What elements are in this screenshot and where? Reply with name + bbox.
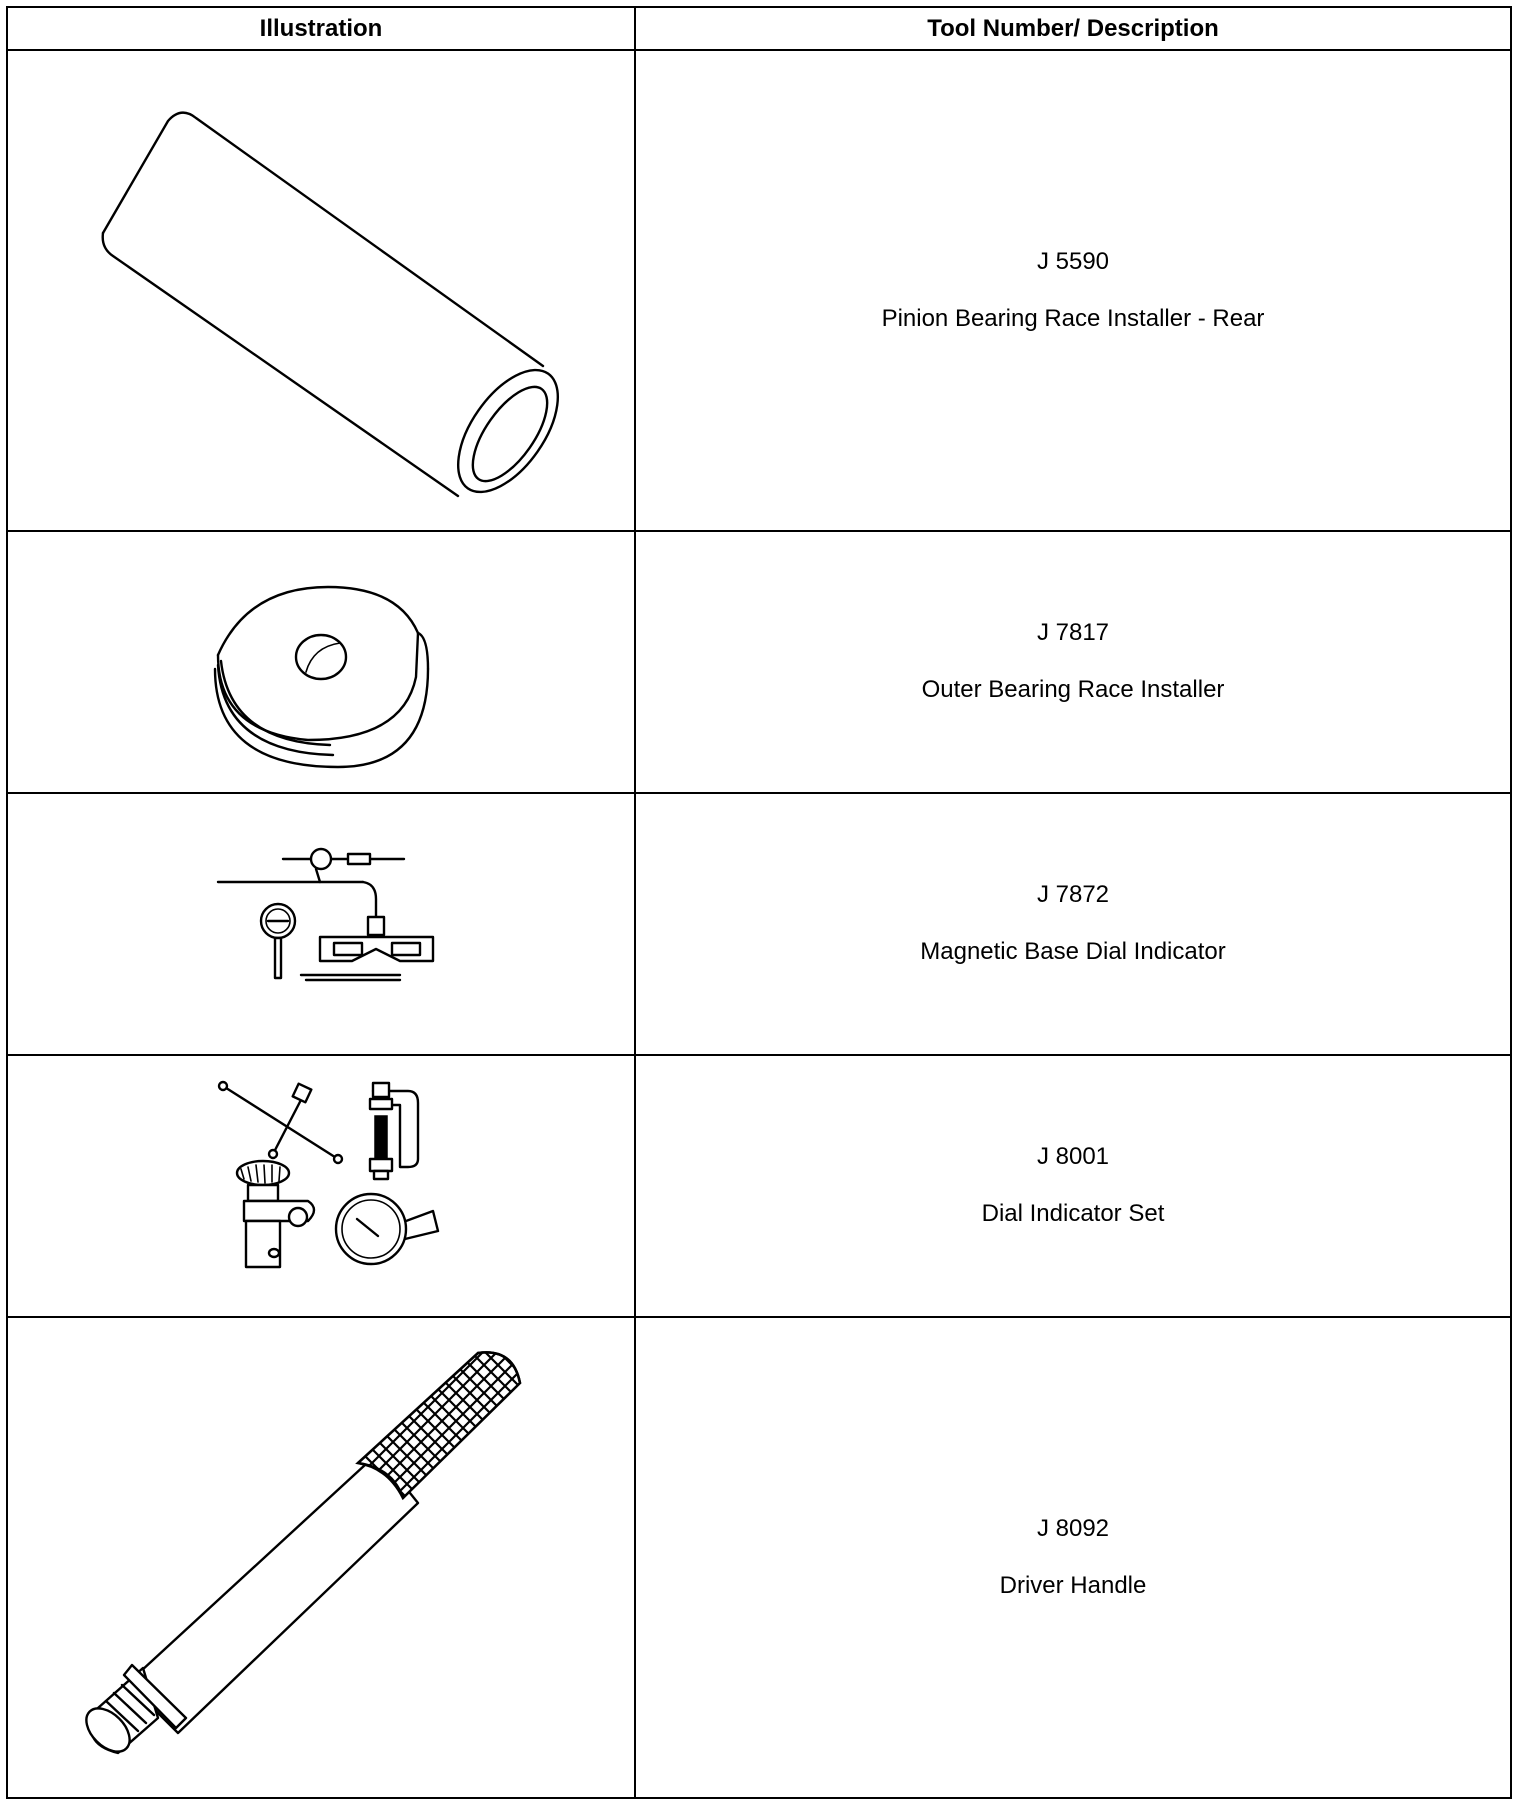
tool-cell <box>635 50 1511 531</box>
tube-installer-icon <box>8 56 636 526</box>
table-row <box>7 793 1511 1055</box>
driver-handle-icon <box>8 1323 636 1793</box>
tool-description: Magnetic Base Dial Indicator <box>920 938 1226 965</box>
tool-description: Pinion Bearing Race Installer - Rear <box>881 304 1265 332</box>
header-illustration: Illustration <box>7 7 635 50</box>
tool-number: J 7817 <box>1036 619 1110 647</box>
illustration-cell <box>7 1317 635 1798</box>
header-tool-description: Tool Number/ Description <box>635 7 1511 50</box>
tool-description: Dial Indicator Set <box>981 1200 1165 1227</box>
table-row <box>7 1055 1511 1317</box>
tool-cell <box>635 793 1511 1055</box>
dial-indicator-set-icon <box>8 1061 636 1311</box>
header-row <box>7 7 1511 50</box>
tool-number: J 8092 <box>1036 1514 1110 1542</box>
illustration-cell <box>7 50 635 531</box>
tool-cell <box>635 1317 1511 1798</box>
tool-number: J 5590 <box>1036 247 1110 275</box>
tool-description: Driver Handle <box>999 1571 1147 1599</box>
table-row <box>7 1317 1511 1798</box>
special-tools-table <box>6 6 1512 1799</box>
tool-cell <box>635 1055 1511 1317</box>
tool-description: Outer Bearing Race Installer <box>921 676 1225 703</box>
illustration-cell <box>7 1055 635 1317</box>
table-row <box>7 50 1511 531</box>
illustration-cell <box>7 531 635 793</box>
table-row <box>7 531 1511 793</box>
tool-number: J 7872 <box>1036 881 1110 909</box>
disc-installer-icon <box>8 537 636 787</box>
magnetic-base-dial-indicator-icon <box>8 799 636 1049</box>
tool-cell <box>635 531 1511 793</box>
tool-number: J 8001 <box>1036 1143 1110 1171</box>
illustration-cell <box>7 793 635 1055</box>
